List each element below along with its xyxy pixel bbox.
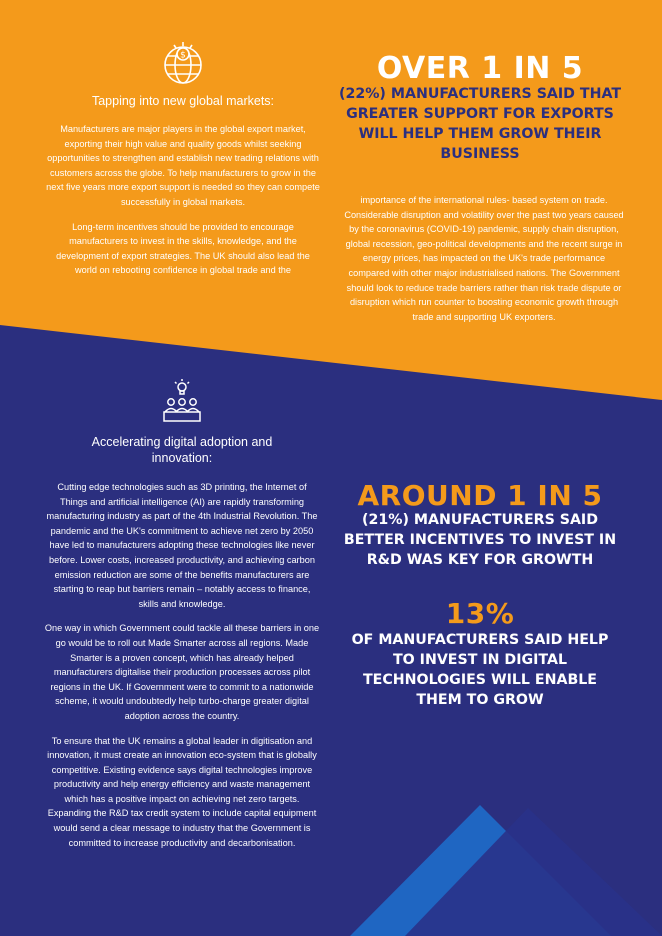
digital-paragraph-3: To ensure that the UK remains a global leader in digitisation and innovation, it must create an innovation eco-system that is globally competitive. Existing evidence says digital technologies improve productivity and help energy efficiency and waste management which has a positive impact on achieving net zero targets. Expanding the R&D tax credit system to include capital equipment would send a clear message to industry that the Government is committed to increase productivity and decarbonisation. bbox=[47, 735, 317, 848]
exports-paragraph-1: Manufacturers are major players in the global export market, exporting their high value and quality goods whilst seeking opportunities to strengthen and establish new trading relations with customers across the globe. To help manufacturers to grow in the next five years more export support is needed so they can compete successfully in global markets. bbox=[46, 124, 320, 207]
digital-body bbox=[44, 480, 320, 860]
rd-stat-headline: AROUND 1 IN 5 bbox=[357, 479, 603, 512]
exports-paragraph-3: importance of the international rules- based system on trade. Considerable disruption and volatility over the past two years caused by the coronavirus (COVID-19) pandemic, supply chain disruption, global recession, geo-political developments and the recent surge in energy prices, has impacted on the UK's trade performance compared with other major industrialised nations. The Government should look to reduce trade barriers rather than risk trade dispute or disruption which run counter to boosting economic growth through trade and supporting UK exporters. bbox=[344, 195, 624, 322]
digital-stat-text: OF MANUFACTURERS SAID HELP TO INVEST IN DIGITAL TECHNOLOGIES WILL ENABLE THEM TO GROW bbox=[351, 632, 609, 708]
exports-stat-text: (22%) MANUFACTURERS SAID THAT GREATER SUPPORT FOR EXPORTS WILL HELP THEM GROW THEIR BUSINESS bbox=[338, 86, 621, 162]
digital-stat-headline: 13% bbox=[445, 597, 515, 630]
exports-body-right bbox=[342, 193, 626, 334]
digital-paragraph-1: Cutting edge technologies such as 3D printing, the Internet of Things and artificial intelligence (AI) are rapidly transforming manufacturing industry as part of the 4th Industrial Revolution. The pandemic and the UK's commitment to achieve net zero by 2050 have led to manufacturers adopting these technologies like never before. Lower costs, increased productivity, and achieving carbon emission reduction are some of the benefits manufacturers are starting to reap but barriers remain – notably access to finance, skills and knowledge. bbox=[46, 482, 318, 609]
digital-section-title: Accelerating digital adoption and innovation: bbox=[91, 435, 273, 465]
people-with-lightbulb-icon bbox=[160, 378, 204, 424]
globe-with-dollar-icon bbox=[160, 40, 206, 86]
exports-body-left bbox=[44, 122, 322, 288]
rd-stat-text: (21%) MANUFACTURERS SAID BETTER INCENTIVES TO INVEST IN R&D WAS KEY FOR GROWTH bbox=[343, 512, 617, 568]
digital-paragraph-2: One way in which Government could tackle all these barriers in one go would be to roll out Made Smarter across all regions. Made Smarter is a proven concept, which has already helped manufacturers digitalise their production processes across pilot regions in the UK. If Government were to commit to a nationwide scheme, it would undoubtedly help turbo-charge greater digital adoption across the country. bbox=[44, 623, 320, 721]
exports-stat-headline: OVER 1 IN 5 bbox=[376, 51, 584, 86]
exports-paragraph-2: Long-term incentives should be provided to encourage manufacturers to invest in the skills, knowledge, and the development of export strategies. The UK should also lead the world on rebooting confidence in global trade and the bbox=[56, 221, 310, 276]
svg-text:$: $ bbox=[180, 50, 186, 61]
exports-section-title: Tapping into new global markets: bbox=[91, 94, 275, 108]
